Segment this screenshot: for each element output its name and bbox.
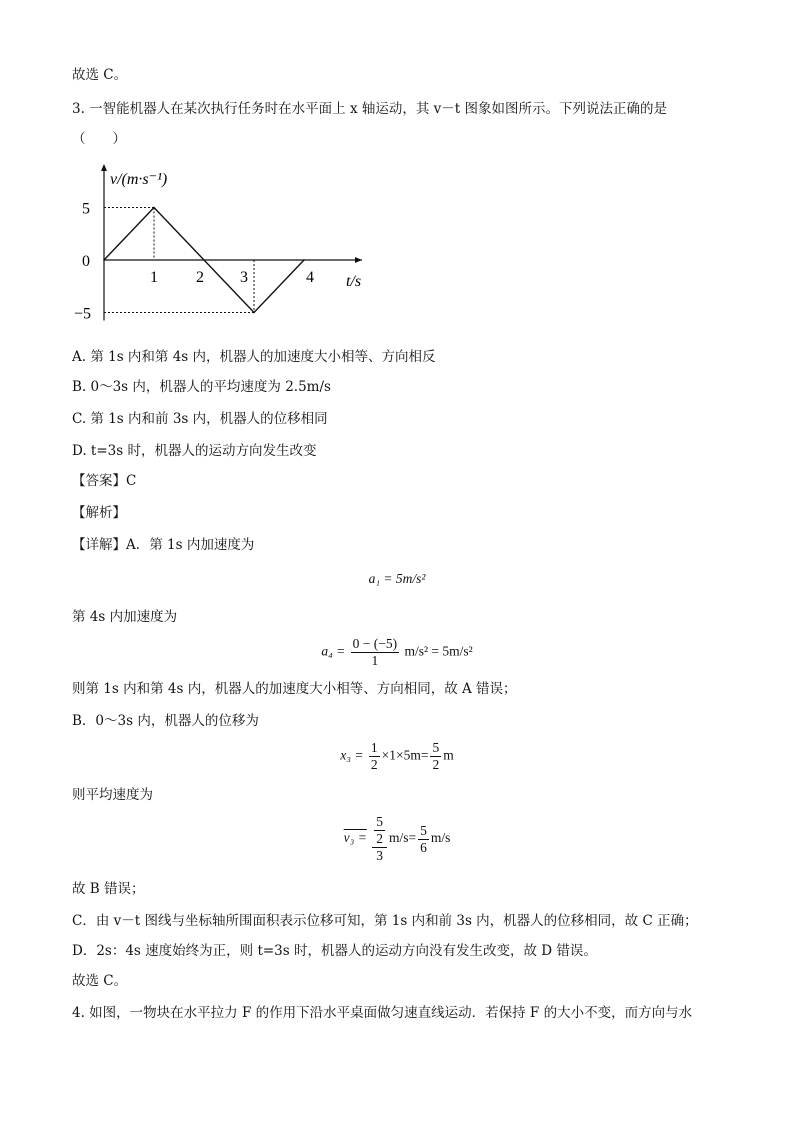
formula-v3-inner-frac (374, 814, 385, 847)
y-axis-label: v/(m·s⁻¹) (110, 171, 168, 188)
formula-v3-inner-den: 2 (376, 831, 383, 846)
detail-c: C．由 v－t 图线与坐标轴所围面积表示位移可知，第 1s 内和前 3s 内，机器人的位移相同，故 C 正确； (72, 913, 698, 929)
x-axis-label: t/s (346, 273, 362, 290)
question-3-blank: （ ） (72, 131, 126, 147)
formula-v3-inner-num: 5 (376, 814, 383, 829)
formula-a4-den: 1 (371, 653, 379, 668)
vt-graph (72, 162, 372, 332)
x-tick-2: 2 (196, 269, 204, 286)
x-axis-arrow (355, 257, 362, 263)
formula-v3-frac (418, 823, 429, 856)
avg-velocity-intro: 则平均速度为 (72, 787, 153, 803)
formula-a4-num: 0 − (−5) (352, 636, 398, 651)
formula-x3-mid: ×1×5m= (381, 747, 429, 763)
formula-x3 (0, 740, 794, 773)
conclusion-a: 则第 1s 内和第 4s 内，机器人的加速度大小相等、方向相同，故 A 错误； (72, 681, 517, 697)
formula-v3-unit: m/s (430, 830, 451, 846)
detail-d: D．2s：4s 速度始终为正，则 t=3s 时，机器人的运动方向没有发生改变，故 D 错误。 (72, 943, 597, 959)
conclusion-b: 故 B 错误； (72, 881, 145, 897)
analysis-label: 【解析】 (72, 505, 126, 521)
detail-a: 【详解】A．第 1s 内加速度为 (72, 537, 255, 553)
data-point-0 (103, 259, 105, 261)
question-4-stem: 4. 如图，一物块在水平拉力 F 的作用下沿水平桌面做匀速直线运动．若保持 F 的大小不变，而方向与水 (72, 1005, 693, 1021)
formula-v3 (0, 814, 794, 864)
data-point-1 (153, 207, 155, 209)
formula-v3-mid: m/s= (388, 830, 417, 846)
formula-a4-rhs: m/s² = 5m/s² (404, 643, 473, 659)
detail-b: B．0～3s 内，机器人的位移为 (72, 713, 259, 729)
formula-a4 (0, 636, 794, 669)
option-c: C. 第 1s 内和前 3s 内，机器人的位移相同 (72, 411, 328, 427)
data-point-3 (303, 259, 305, 261)
final-answer: 故选 C。 (72, 973, 128, 989)
data-point-2 (253, 312, 255, 314)
formula-x3-frac2-num: 5 (432, 740, 440, 755)
formula-v3-frac-num: 5 (420, 822, 427, 838)
a4-intro: 第 4s 内加速度为 (72, 609, 178, 625)
formula-x3-lhs: x₃ = (340, 747, 364, 763)
formula-a4-lhs: a₄ = (321, 643, 346, 659)
x-tick-3: 3 (240, 269, 248, 286)
formula-v3-outer-frac (372, 814, 387, 864)
formula-a4-fraction (351, 636, 399, 669)
x-tick-1: 1 (150, 269, 158, 286)
formula-a1 (0, 570, 794, 588)
formula-v3-lhs: v₃ = (343, 830, 367, 846)
formula-x3-unit: m (443, 747, 454, 763)
formula-v3-outer-num (372, 814, 387, 848)
formula-a1-text: a₁ = 5m/s² (368, 571, 426, 586)
formula-x3-frac1-num: 1 (370, 740, 378, 755)
prev-answer-line: 故选 C。 (72, 67, 128, 83)
formula-x3-frac1 (369, 740, 380, 773)
formula-x3-frac2-den: 2 (432, 757, 440, 772)
formula-x3-frac2 (430, 740, 441, 773)
option-d: D. t=3s 时，机器人的运动方向发生改变 (72, 443, 317, 459)
y-axis-arrow (101, 164, 107, 171)
y-tick-0: 0 (82, 253, 90, 270)
y-tick-5: 5 (82, 200, 90, 218)
answer-label: 【答案】C (72, 473, 137, 489)
question-3-stem: 3. 一智能机器人在某次执行任务时在水平面上 x 轴运动，其 v－t 图象如图所示。下列说法正确的是 (72, 101, 668, 117)
formula-x3-frac1-den: 2 (370, 757, 378, 772)
option-b: B. 0～3s 内，机器人的平均速度为 2.5m/s (72, 379, 331, 395)
y-tick-neg5: −5 (74, 305, 92, 323)
option-a: A. 第 1s 内和第 4s 内，机器人的加速度大小相等、方向相反 (72, 349, 436, 365)
x-tick-4: 4 (306, 269, 314, 286)
formula-v3-outer-den: 3 (376, 848, 383, 863)
formula-v3-frac-den: 6 (420, 839, 427, 855)
